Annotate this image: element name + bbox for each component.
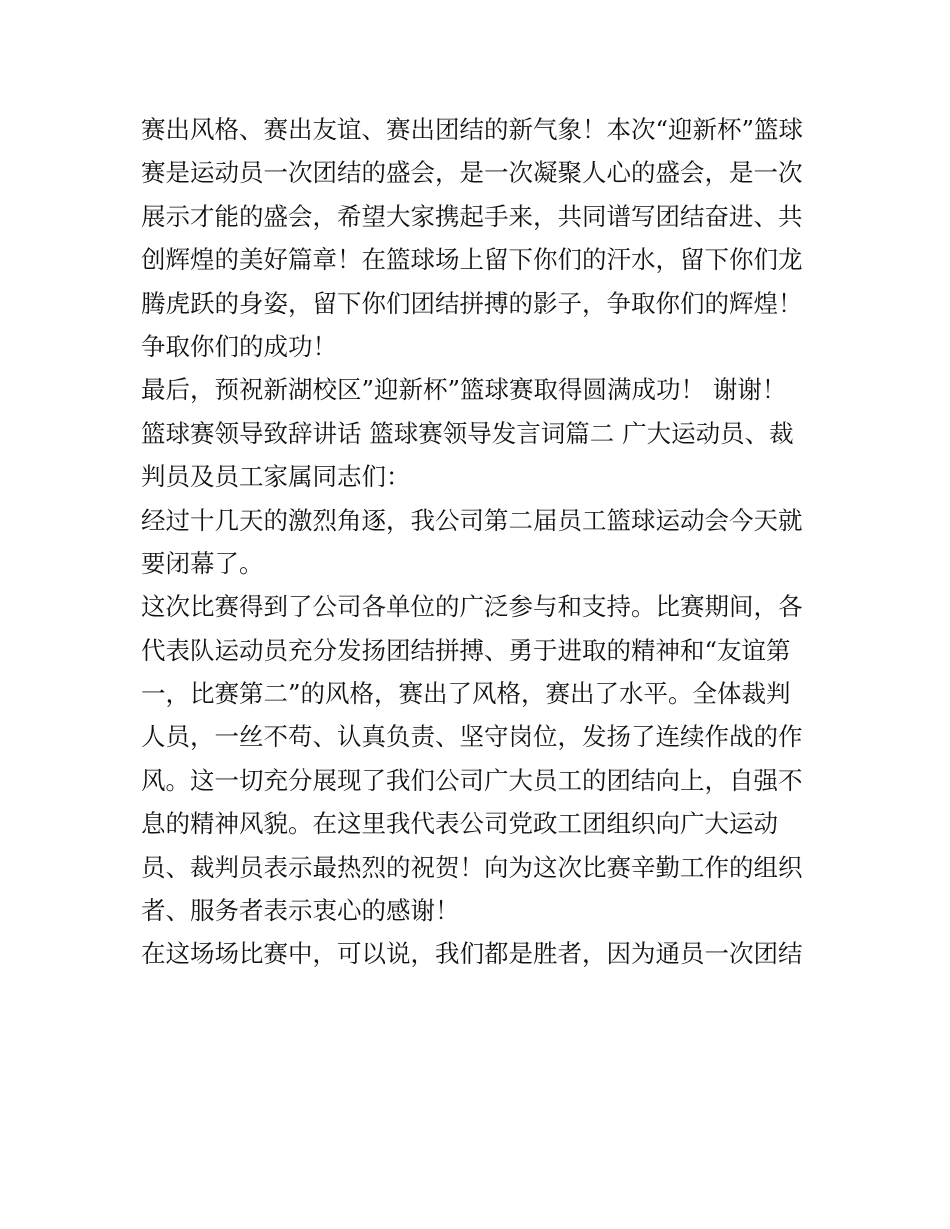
text-line: 篮球赛领导致辞讲话 篮球赛领导发言词篇二 广大运动员、裁: [141, 418, 794, 448]
text-line: 最后，预祝新湖校区”迎新杯”篮球赛取得圆满成功！ 谢谢！: [141, 375, 787, 405]
text-line: 者、服务者表示衷心的感谢！: [141, 896, 460, 926]
text-line: 判员及员工家属同志们：: [141, 462, 411, 492]
text-line: 代表队运动员充分发扬团结拼搏、勇于进取的精神和“友谊第: [141, 635, 791, 665]
text-line: 争取你们的成功！: [141, 331, 337, 361]
text-line: 创辉煌的美好篇章！在篮球场上留下你们的汗水，留下你们龙: [141, 245, 803, 275]
text-line: 赛是运动员一次团结的盛会，是一次凝聚人心的盛会，是一次: [141, 158, 803, 188]
text-line: 经过十几天的激烈角逐，我公司第二届员工篮球运动会今天就: [141, 505, 803, 535]
text-line: 展示才能的盛会，希望大家携起手来，共同谱写团结奋进、共: [141, 201, 803, 231]
text-line: 息的精神风貌。在这里我代表公司党政工团组织向广大运动: [141, 809, 778, 839]
document-body: [141, 108, 813, 976]
text-line: 风。这一切充分展现了我们公司广大员工的团结向上，自强不: [141, 765, 803, 795]
text-line: 在这场场比赛中，可以说，我们都是胜者，因为通员一次团结: [141, 939, 803, 969]
text-line: 这次比赛得到了公司各单位的广泛参与和支持。比赛期间，各: [141, 592, 803, 622]
text-line: 员、裁判员表示最热烈的祝贺！向为这次比赛辛勤工作的组织: [141, 852, 803, 882]
text-line: 要闭幕了。: [141, 548, 264, 578]
text-line: 人员，一丝不苟、认真负责、坚守岗位，发扬了连续作战的作: [141, 722, 803, 752]
text-line: 腾虎跃的身姿，留下你们团结拼搏的影子，争取你们的辉煌！: [141, 288, 803, 318]
text-line: 赛出风格、赛出友谊、赛出团结的新气象！本次“迎新杯”篮球: [141, 115, 804, 144]
text-line: 一，比赛第二”的风格，赛出了风格，赛出了水平。全体裁判: [141, 679, 791, 709]
